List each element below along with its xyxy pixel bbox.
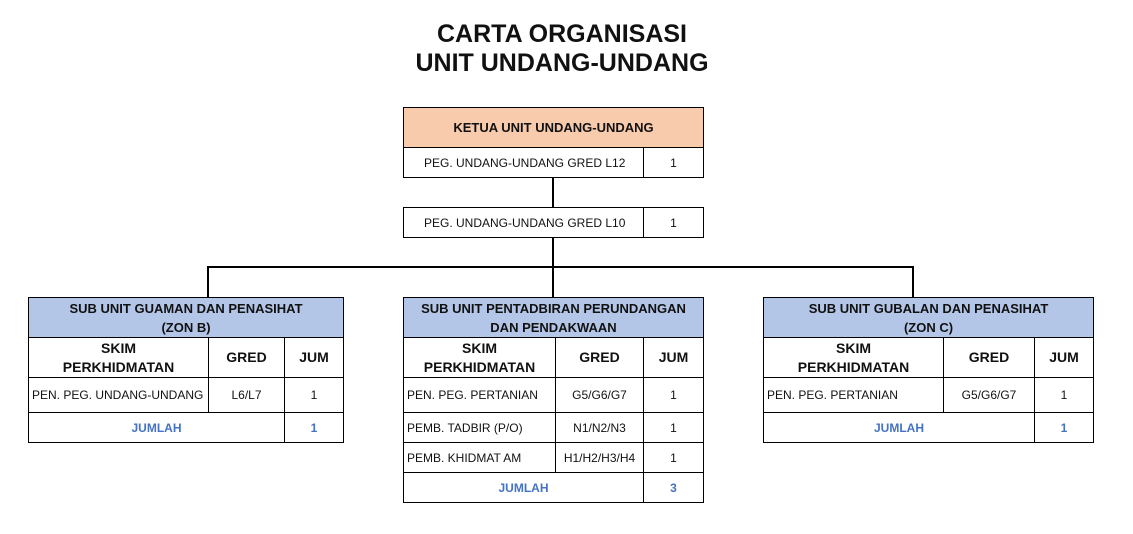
col-jum: JUM [1034,337,1094,378]
connector-drop-right [912,266,914,298]
col-skim: SKIM PERKHIDMATAN [403,337,556,378]
row-jum: 1 [643,377,704,413]
connector-bus [207,266,914,268]
connector-drop-left [207,266,209,298]
row-jum: 1 [643,442,704,473]
post2-label: PEG. UNDANG-UNDANG GRED L10 [403,207,644,238]
col-jum: JUM [284,337,344,378]
total-value: 1 [284,412,344,443]
connector-drop-middle [552,266,554,298]
row-gred: G5/G6/G7 [943,377,1035,413]
col-gred: GRED [208,337,285,378]
head-post1-count: 1 [643,147,704,178]
subunit-title: SUB UNIT GUAMAN DAN PENASIHAT (ZON B) [28,297,344,338]
connector-post2-to-bus [552,237,554,268]
col-jum: JUM [643,337,704,378]
total-label: JUMLAH [763,412,1035,443]
total-value: 1 [1034,412,1094,443]
head-unit-title: KETUA UNIT UNDANG-UNDANG [403,107,704,148]
col-gred: GRED [943,337,1035,378]
row-jum: 1 [284,377,344,413]
subunit-title: SUB UNIT PENTADBIRAN PERUNDANGAN DAN PENDAKWAAN [403,297,704,338]
row-jum: 1 [1034,377,1094,413]
subunit-title: SUB UNIT GUBALAN DAN PENASIHAT (ZON C) [763,297,1094,338]
row-skim: PEN. PEG. PERTANIAN [403,377,556,413]
row-skim: PEMB. KHIDMAT AM [403,442,556,473]
row-jum: 1 [643,412,704,443]
head-post1-label: PEG. UNDANG-UNDANG GRED L12 [403,147,644,178]
col-skim: SKIM PERKHIDMATAN [763,337,944,378]
col-gred: GRED [555,337,644,378]
col-skim: SKIM PERKHIDMATAN [28,337,209,378]
row-gred: H1/H2/H3/H4 [555,442,644,473]
row-skim: PEN. PEG. PERTANIAN [763,377,944,413]
row-skim: PEMB. TADBIR (P/O) [403,412,556,443]
connector-head-to-post2 [552,177,554,208]
row-skim: PEN. PEG. UNDANG-UNDANG [28,377,209,413]
chart-subtitle: UNIT UNDANG-UNDANG [415,49,709,77]
total-label: JUMLAH [403,472,644,503]
total-value: 3 [643,472,704,503]
chart-title: CARTA ORGANISASI [437,20,687,48]
post2-count: 1 [643,207,704,238]
row-gred: N1/N2/N3 [555,412,644,443]
row-gred: G5/G6/G7 [555,377,644,413]
row-gred: L6/L7 [208,377,285,413]
total-label: JUMLAH [28,412,285,443]
